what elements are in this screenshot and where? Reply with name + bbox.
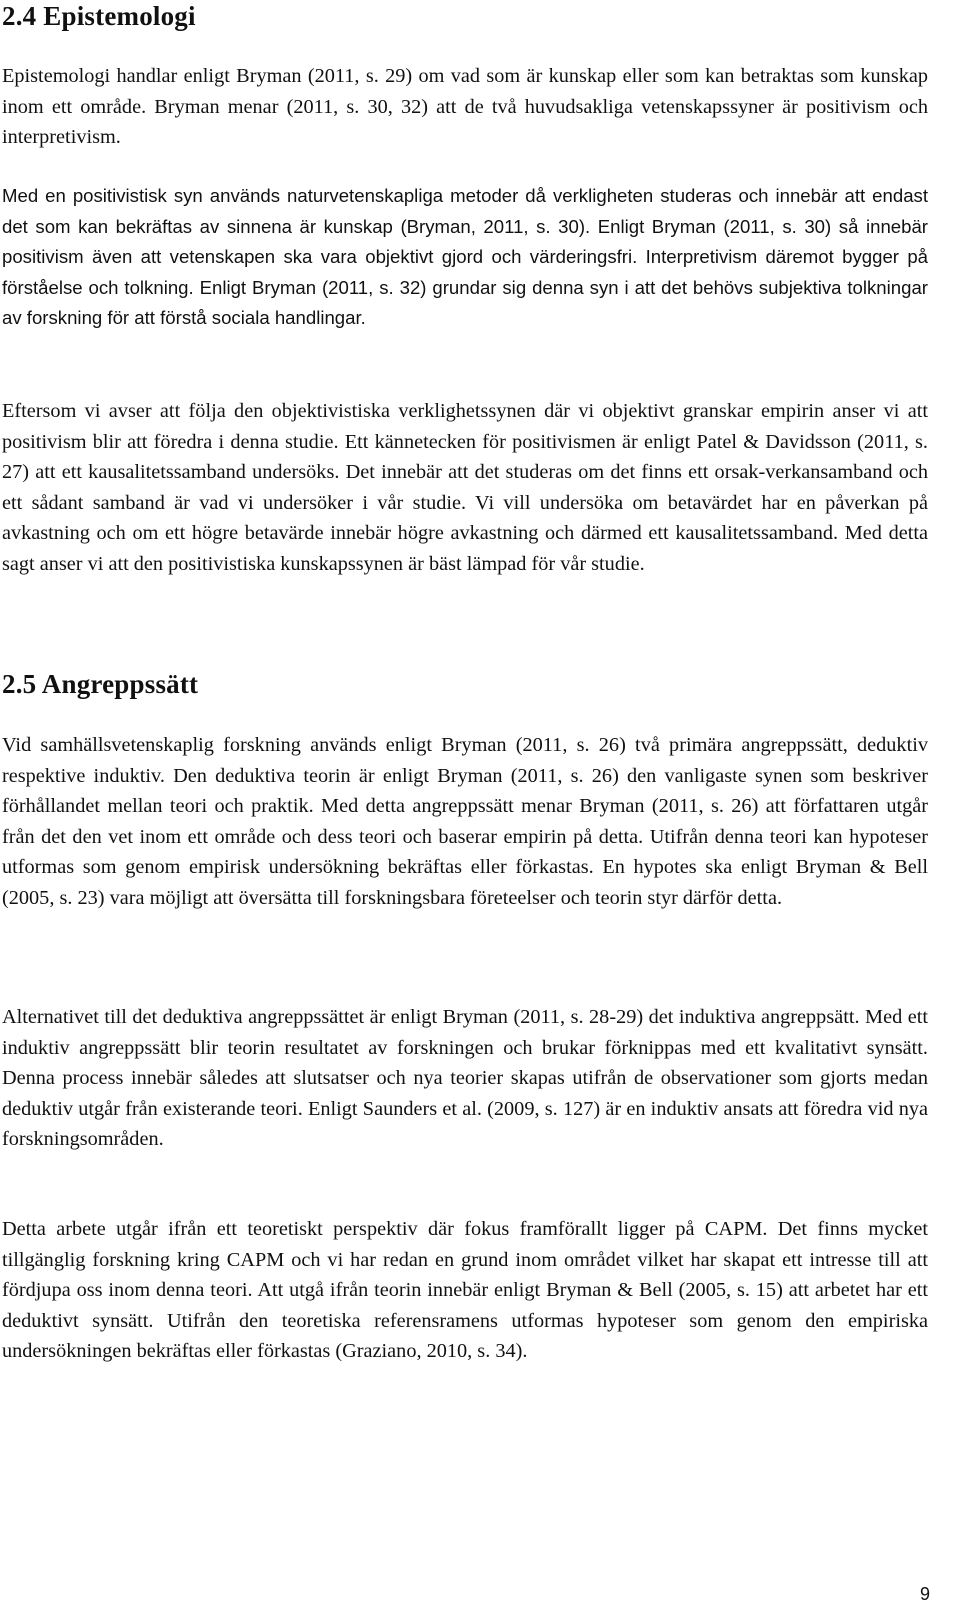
section-heading-epistemologi: 2.4 Epistemologi [2,1,196,31]
paragraph: Vid samhällsvetenskaplig forskning används enligt Bryman (2011, s. 26) två primära angreppssätt, deduktiv respektive induktiv. Den deduktiva teorin är enligt Bryman (2011, s. 26) den vanligaste synen som beskriver förhållandet mellan teori och praktik. Med detta angreppssätt menar Bryman (2011, s. 26) att författaren utgår från det den vet inom ett område och dess teori och baserar empirin på detta. Utifrån denna teori kan hypoteser utformas som genom empirisk undersökning bekräftas eller förkastas. En hypotes ska enligt Bryman & Bell (2005, s. 23) vara möjligt att översätta till forskningsbara företeelser och teorin styr därför detta. [2,734,928,909]
paragraph: Eftersom vi avser att följa den objektivistiska verklighetssynen där vi objektivt granskar empirin anser vi att positivism blir att föredra i denna studie. Ett kännetecken för positivismen är enligt Patel & Davidsson (2011, s. 27) att ett kausalitetssamband undersöks. Det innebär att det studeras om det finns ett orsak-verkansamband och ett sådant samband är vad vi undersöker i vår studie. Vi vill undersöka om betavärdet har en påverkan på avkastning och om ett högre betavärde innebär högre avkastning och därmed ett kausalitetssamband. Med detta sagt anser vi att den positivistiska kunskapssynen är bäst lämpad för vår studie. [2,400,928,575]
section-heading-angreppssatt: 2.5 Angreppssätt [2,669,199,699]
page-number: 9 [919,1584,930,1604]
paragraph: Med en positivistisk syn används naturvetenskapliga metoder då verkligheten studeras och innebär att endast det som kan bekräftas av sinnena är kunskap (Bryman, 2011, s. 30). Enligt Bryman (2011, s. 30) så innebär positivism även att vetenskapen ska vara objektivt gjord och värderingsfri. Interpretivism däremot bygger på förståelse och tolkning. Enligt Bryman (2011, s. 32) grundar sig denna syn i att det behövs subjektiva tolkningar av forskning för att förstå sociala handlingar. [2,185,928,328]
paragraph: Detta arbete utgår ifrån ett teoretiskt perspektiv där fokus framförallt ligger på CAPM. Det finns mycket tillgänglig forskning kring CAPM och vi har redan en grund inom området vilket har skapat ett intresse till att fördjupa oss inom denna teori. Att utgå ifrån teorin innebär enligt Bryman & Bell (2005, s. 15) att arbetet har ett deduktivt synsätt. Utifrån den teoretiska referensramens utformas hypoteser som genom den empiriska undersökningen bekräftas eller förkastas (Graziano, 2010, s. 34). [2,1218,928,1362]
paragraph: Epistemologi handlar enligt Bryman (2011, s. 29) om vad som är kunskap eller som kan betraktas som kunskap inom ett område. Bryman menar (2011, s. 30, 32) att de två huvudsakliga vetenskapssyner är positivism och interpretivism. [2,65,928,148]
paragraph: Alternativet till det deduktiva angreppssättet är enligt Bryman (2011, s. 28-29) det induktiva angreppsätt. Med ett induktiv angreppssätt blir teorin resultatet av forskningen och brukar förknippas med ett kvalitativt synsätt. Denna process innebär således att slutsatser och nya teorier skapas utifrån de observationer som gjorts medan deduktiv utgår från existerande teori. Enligt Saunders et al. (2009, s. 127) är en induktiv ansats att föredra vid nya forskningsområden. [2,1006,928,1150]
